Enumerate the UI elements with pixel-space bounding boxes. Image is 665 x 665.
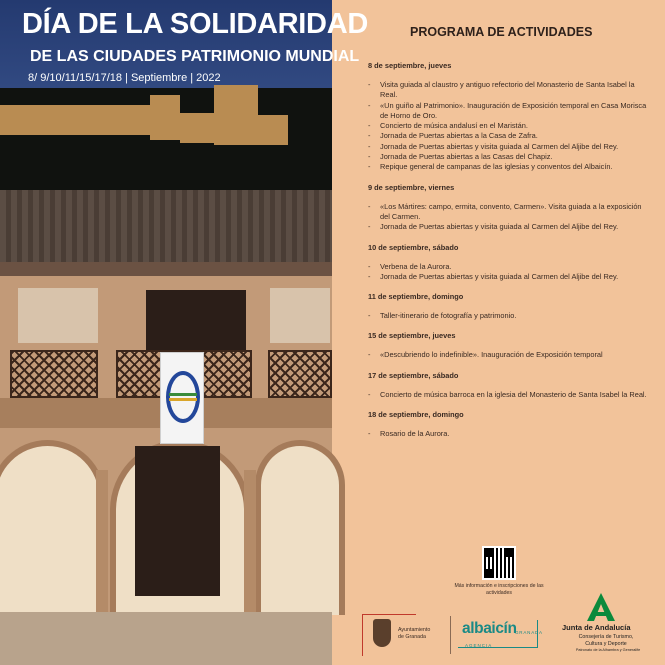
window [18, 288, 98, 343]
activity-item: - Jornada de Puertas abiertas y visita guiada al Carmen del Aljibe del Rey. [368, 222, 648, 232]
program-day [368, 183, 648, 233]
activity-item: - Jornada de Puertas abiertas a la Casa de Zafra. [368, 131, 648, 141]
qr-code[interactable] [482, 546, 516, 580]
activity-item: - Jornada de Puertas abiertas y visita guiada al Carmen del Aljibe del Rey. [368, 142, 648, 152]
program-day [368, 410, 648, 439]
activity-item: - «Un guiño al Patrimonio». Inauguración de Exposición temporal en Casa Morisca de Horno de Oro. [368, 101, 648, 122]
poster-subtitle: DE LAS CIUDADES PATRIMONIO MUNDIAL [30, 48, 360, 65]
courtyard-floor [0, 612, 332, 665]
activity-item: - Jornada de Puertas abiertas a las Casas del Chapiz. [368, 152, 648, 162]
day-title: 11 de septiembre, domingo [368, 292, 464, 302]
activity-item: - Concierto de música barroca en la iglesia del Monasterio de Santa Isabel la Real. [368, 390, 648, 400]
day-title: 8 de septiembre, jueves [368, 61, 452, 70]
roof-edge [0, 262, 332, 276]
window [270, 288, 330, 343]
activity-item: - «Descubriendo lo indefinible». Inauguración de Exposición temporal [368, 350, 648, 360]
arch [0, 440, 105, 615]
albaicin-agencia: AGENCIA [465, 643, 493, 648]
program-list [368, 61, 648, 449]
tiled-roof [0, 190, 332, 270]
activity-item: - «Los Mártires: campo, ermita, convento, Carmen». Visita guiada a la exposición del Carmen. [368, 202, 648, 223]
activity-item: - Jornada de Puertas abiertas y visita guiada al Carmen del Aljibe del Rey. [368, 272, 648, 282]
banner-logo-icon [166, 371, 200, 423]
activity-item: - Verbena de la Aurora. [368, 262, 648, 272]
ayuntamiento-city: de Granada [398, 634, 426, 640]
activity-item: - Taller-itinerario de fotografía y patrimonio. [368, 311, 648, 321]
poster-title: DÍA DE LA SOLIDARIDAD [22, 8, 368, 40]
junta-department: Consejería de Turismo, Cultura y Deporte [578, 634, 634, 647]
day-title: 15 de septiembre, jueves [368, 331, 456, 341]
albaicin-granada: GRANADA [515, 630, 543, 635]
program-day [368, 371, 648, 400]
program-day [368, 331, 648, 360]
alhambra-silhouette [0, 95, 332, 155]
ayuntamiento-name: Ayuntamiento [398, 627, 431, 633]
junta-name: Junta de Andalucía [562, 623, 631, 632]
day-title: 18 de septiembre, domingo [368, 410, 464, 420]
program-day [368, 243, 648, 283]
activity-item: - Repique general de campanas de las iglesias y conventos del Albaicín. [368, 162, 648, 172]
column [96, 470, 108, 615]
poster-dates: 8/ 9/10/11/15/17/18 | Septiembre | 2022 [28, 72, 221, 84]
day-title: 10 de septiembre, sábado [368, 242, 459, 252]
ground-door [135, 446, 220, 596]
program-day [368, 61, 648, 173]
qr-icon [484, 548, 514, 578]
day-title: 9 de septiembre, viernes [368, 182, 455, 192]
junta-a-icon [586, 592, 616, 622]
wooden-balcony [268, 350, 332, 398]
qr-caption: Más información e inscripciones de las actividades [454, 583, 544, 596]
day-title: 17 de septiembre, sábado [368, 370, 459, 380]
upper-door [146, 290, 246, 352]
sponsor-logos [332, 592, 665, 665]
activity-item: - Rosario de la Aurora. [368, 429, 648, 439]
activity-item: - Visita guiada al claustro y antiguo refectorio del Monasterio de Santa Isabel la Real. [368, 80, 648, 101]
albaicin-logo: albaicín [462, 620, 517, 637]
crest-icon [373, 619, 391, 647]
logo-divider [450, 616, 451, 654]
program-day [368, 292, 648, 321]
wooden-balcony [10, 350, 98, 398]
activity-item: - Concierto de música andalusí en el Maristán. [368, 121, 648, 131]
ayuntamiento-logo [362, 614, 431, 656]
column [244, 470, 256, 615]
junta-patronato: Patronato de la Alhambra y Generalife [575, 648, 641, 652]
heritage-banner [160, 352, 204, 444]
program-title: PROGRAMA DE ACTIVIDADES [410, 25, 593, 39]
